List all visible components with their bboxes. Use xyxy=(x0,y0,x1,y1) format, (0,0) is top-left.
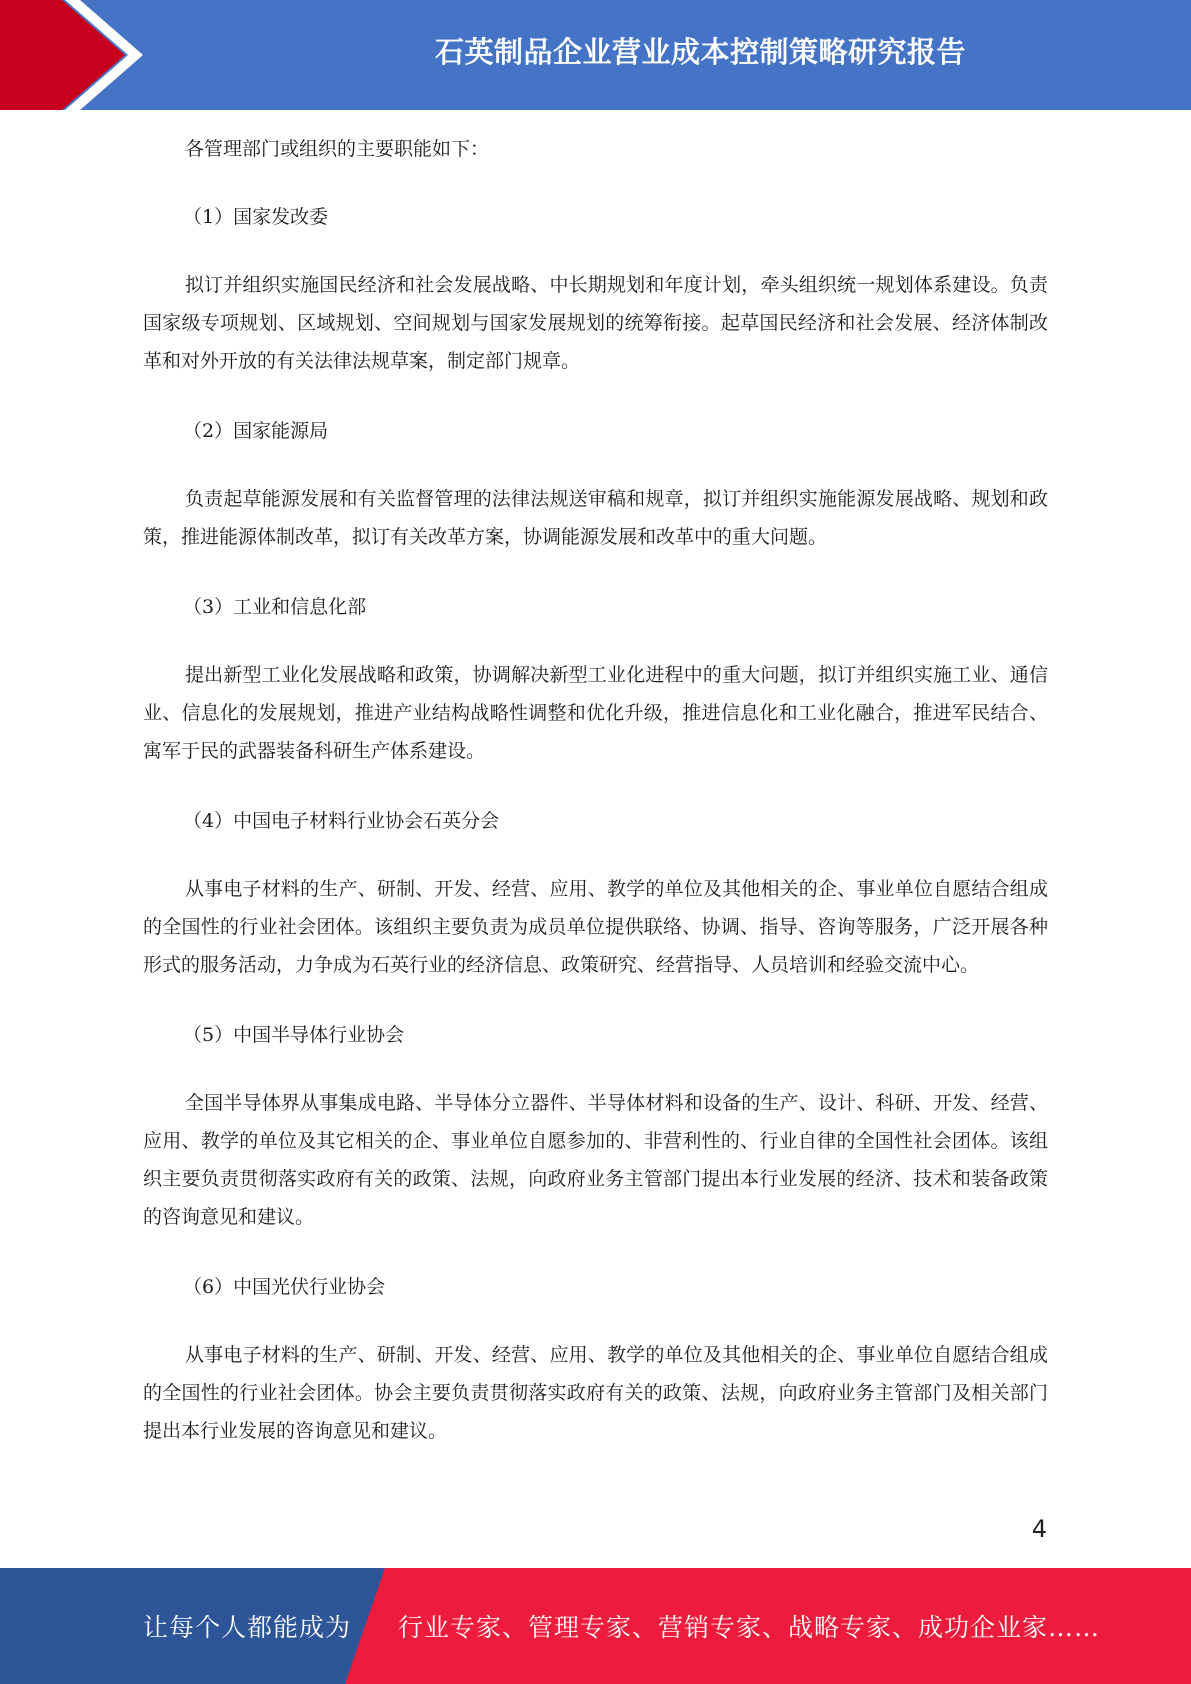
section-heading-4: （4）中国电子材料行业协会石英分会 xyxy=(183,810,500,832)
section-heading-6: （6）中国光伏行业协会 xyxy=(183,1276,386,1298)
section-heading-5: （5）中国半导体行业协会 xyxy=(183,1024,405,1046)
footer-slogan-right: 行业专家、管理专家、营销专家、战略专家、成功企业家…… xyxy=(398,1613,1101,1642)
section-paragraph-4: 从事电子材料的生产、研制、开发、经营、应用、教学的单位及其他相关的企、事业单位自愿结合组成的全国性的行业社会团体。该组织主要负责为成员单位提供联络、协调、指导、咨询等服务，广泛开展各种形式的服务活动，力争成为石英行业的经济信息、政策研究、经营指导、人员培训和经验交流中心。 xyxy=(143,878,1048,976)
section-paragraph-2: 负责起草能源发展和有关监督管理的法律法规送审稿和规章，拟订并组织实施能源发展战略、规划和政策，推进能源体制改革，拟订有关改革方案，协调能源发展和改革中的重大问题。 xyxy=(143,488,1048,548)
section-paragraph-5: 全国半导体界从事集成电路、半导体分立器件、半导体材料和设备的生产、设计、科研、开发、经营、应用、教学的单位及其它相关的企、事业单位自愿参加的、非营利性的、行业自律的全国性社会团体。该组织主要负责贯彻落实政府有关的政策、法规，向政府业务主管部门提出本行业发展的经济、技术和装备政策的咨询意见和建议。 xyxy=(143,1092,1048,1228)
header-chevron-decoration xyxy=(0,0,160,110)
section-heading-3: （3）工业和信息化部 xyxy=(183,596,367,618)
section-heading-1: （1）国家发改委 xyxy=(183,206,329,228)
section-paragraph-3: 提出新型工业化发展战略和政策，协调解决新型工业化进程中的重大问题，拟订并组织实施工业、通信业、信息化的发展规划，推进产业结构战略性调整和优化升级，推进信息化和工业化融合，推进军民结合、寓军于民的武器装备科研生产体系建设。 xyxy=(143,664,1048,762)
section-paragraph-6: 从事电子材料的生产、研制、开发、经营、应用、教学的单位及其他相关的企、事业单位自愿结合组成的全国性的行业社会团体。协会主要负责贯彻落实政府有关的政策、法规，向政府业务主管部门及相关部门提出本行业发展的咨询意见和建议。 xyxy=(143,1344,1048,1442)
section-paragraph-1: 拟订并组织实施国民经济和社会发展战略、中长期规划和年度计划，牵头组织统一规划体系建设。负责国家级专项规划、区域规划、空间规划与国家发展规划的统筹衔接。起草国民经济和社会发展、经济体制改革和对外开放的有关法律法规草案，制定部门规章。 xyxy=(143,274,1048,372)
section-heading-2: （2）国家能源局 xyxy=(183,420,329,442)
footer-slogan-left: 让每个人都能成为 xyxy=(143,1613,352,1642)
page-footer xyxy=(0,1568,1191,1684)
page-header xyxy=(0,0,1191,110)
document-title: 石英制品企业营业成本控制策略研究报告 xyxy=(434,34,966,69)
intro-paragraph: 各管理部门或组织的主要职能如下： xyxy=(185,138,490,160)
page-number: 4 xyxy=(1031,1515,1047,1543)
document-body xyxy=(143,130,1048,1482)
